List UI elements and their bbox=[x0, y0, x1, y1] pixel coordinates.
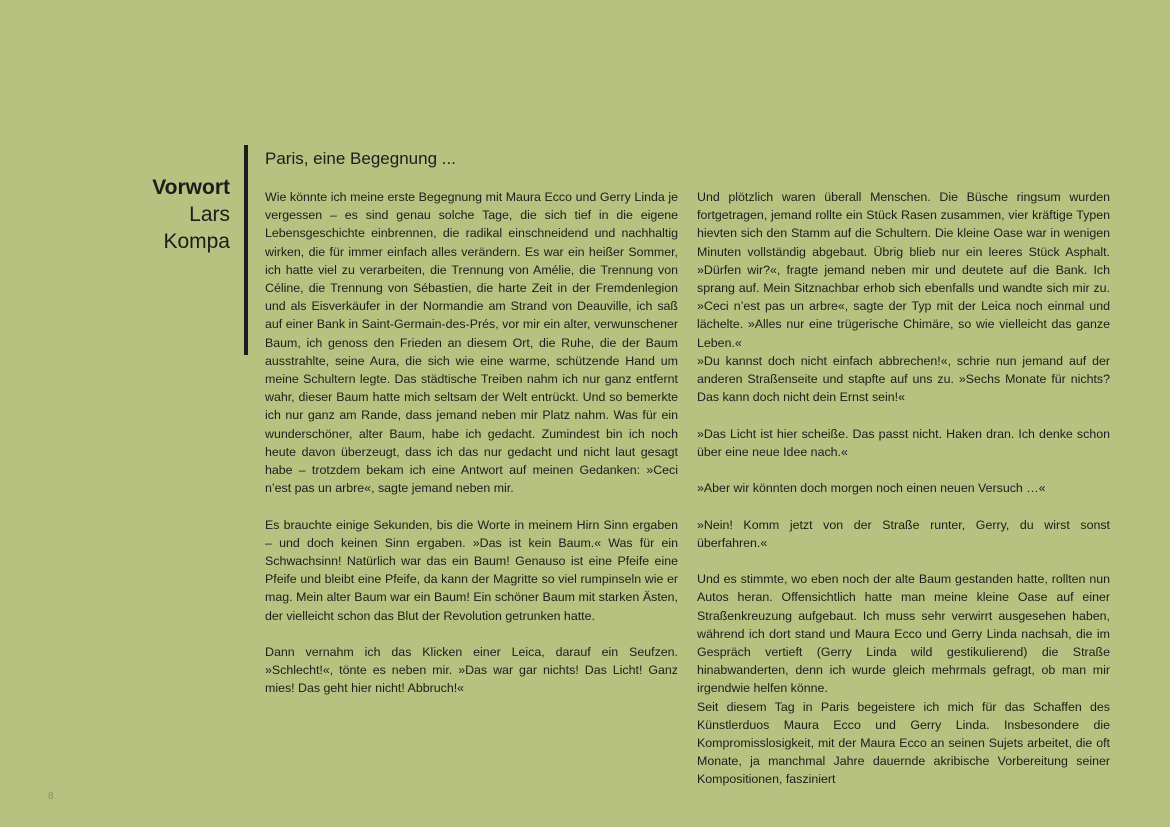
paragraph: »Nein! Komm jetzt von der Straße runter, Gerry, du wirst sonst überfahren.« bbox=[697, 517, 1110, 550]
paragraph: Wie könnte ich meine erste Begegnung mit Maura Ecco und Gerry Linda je vergessen – es sind genau solche Tage, die sich tief in die eigene Lebensgeschichte einbrennen, die radikal einschneidend und nachhaltig wirken, die für immer einfach alles verändern. Es war ein heißer Sommer, ich hatte viel zu verarbeiten, die Trennung von Amélie, die Trennung von Céline, die Trennung von Sébastien, die harte Zeit in der Fremdenlegion und als Eisverkäufer in der Normandie am Strand von Deauville, ich saß auf einer Bank in Saint-Germain-des-Prés, vor mir ein alter, verwunschener Baum, ich genoss den Frieden an diesem Ort, die Ruhe, die der Baum ausstrahlte, seine Aura, die sich wie eine warme, schützende Hand um meine Schultern legte. Das städtische Treiben nahm ich nur ganz entfernt wahr, dieser Baum hatte mich seltsam der Welt entrückt. Und so bemerkte ich nur ganz am Rande, dass jemand neben mir Platz nahm. Was für ein wunderschöner, alter Baum, habe ich gedacht. Zumindest bin ich noch heute davon überzeugt, dass ich das nur gedacht und nicht laut gesagt habe – trotzdem bekam ich eine Antwort auf meinen Gedanken: »Ceci n’est pas un arbre«, sagte jemand neben mir. bbox=[265, 190, 678, 496]
paragraph: Es brauchte einige Sekunden, bis die Worte in meinem Hirn Sinn ergaben – und doch keinen Sinn ergaben. »Das ist kein Baum.« Was für ein Schwachsinn! Natürlich war das ein Baum! Genauso ist eine Pfeife eine Pfeife und bleibt eine Pfeife, da kann der Magritte so viel rumpinseln wie er mag. Mein alter Baum war ein Baum! Ein schöner Baum mit starken Ästen, der vielleicht schon das Blut der Revolution getrunken hatte. bbox=[265, 517, 678, 623]
author-last-name: Kompa bbox=[163, 230, 230, 253]
section-title: Paris, eine Begegnung ... bbox=[265, 149, 456, 168]
paragraph: »Du kannst doch nicht einfach abbrechen!«, schrie nun jemand auf der anderen Straßenseite und stapfte auf uns zu. »Sechs Monate für nichts? Das kann doch nicht dein Ernst sein!« bbox=[697, 353, 1110, 405]
vertical-rule bbox=[244, 145, 248, 355]
paragraph: »Aber wir könnten doch morgen noch einen neuen Versuch …« bbox=[697, 481, 1046, 496]
chapter-heading bbox=[100, 174, 230, 255]
text-column-right bbox=[697, 188, 1110, 807]
paragraph: Und plötzlich waren überall Menschen. Die Büsche ringsum wurden fortgetragen, jemand rollte ein Stück Rasen zusammen, vier kräftige Typen hievten sich den Stamm auf die Schultern. Die kleine Oase war in wenigen Minuten vollständig abgebaut. Übrig blieb nur ein leeres Stück Asphalt. »Dürfen wir?«, fragte jemand neben mir und deutete auf die Bank. Ich sprang auf. Mein Sitznachbar erhob sich ebenfalls und wandte sich mir zu. »Ceci n’est pas un arbre«, sagte der Typ mit der Leica noch einmal und lächelte. »Alles nur eine trügerische Chimäre, so wie vielleicht das ganze Leben.« bbox=[697, 190, 1110, 350]
paragraph: Seit diesem Tag in Paris begeistere ich mich für das Schaffen des Künstlerduos Maura Ecco und Gerry Linda. Insbesondere die Kompromisslosigkeit, mit der Maura Ecco an seinen Sujets arbeitet, die oft Monate, ja manchmal Jahre dauernde akribische Vorbereitung seiner Kompositionen, fasziniert bbox=[697, 699, 1110, 787]
chapter-label: Vorwort bbox=[152, 176, 230, 199]
paragraph: Und es stimmte, wo eben noch der alte Baum gestanden hatte, rollten nun Autos heran. Offensichtlich hatte man meine kleine Oase auf einer Straßenkreuzung aufgebaut. Ich muss sehr verwirrt ausgesehen haben, während ich dort stand und Maura Ecco und Gerry Linda nachsah, die im Gespräch vertieft (Gerry Linda wild gestikulierend) die Straße hinabwanderten, denn ich wurde gleich mehrmals gefragt, ob man mir irgendwie helfen könne. bbox=[697, 572, 1110, 696]
page-number: 8 bbox=[48, 791, 54, 802]
text-column-left bbox=[265, 188, 678, 716]
author-first-name: Lars bbox=[189, 203, 230, 226]
paragraph: »Das Licht ist hier scheiße. Das passt nicht. Haken dran. Ich denke schon über eine neue Idee nach.« bbox=[697, 426, 1110, 459]
paragraph: Dann vernahm ich das Klicken einer Leica, darauf ein Seufzen. »Schlecht!«, tönte es neben mir. »Das war gar nichts! Das Licht! Ganz mies! Das geht hier nicht! Abbruch!« bbox=[265, 645, 678, 696]
